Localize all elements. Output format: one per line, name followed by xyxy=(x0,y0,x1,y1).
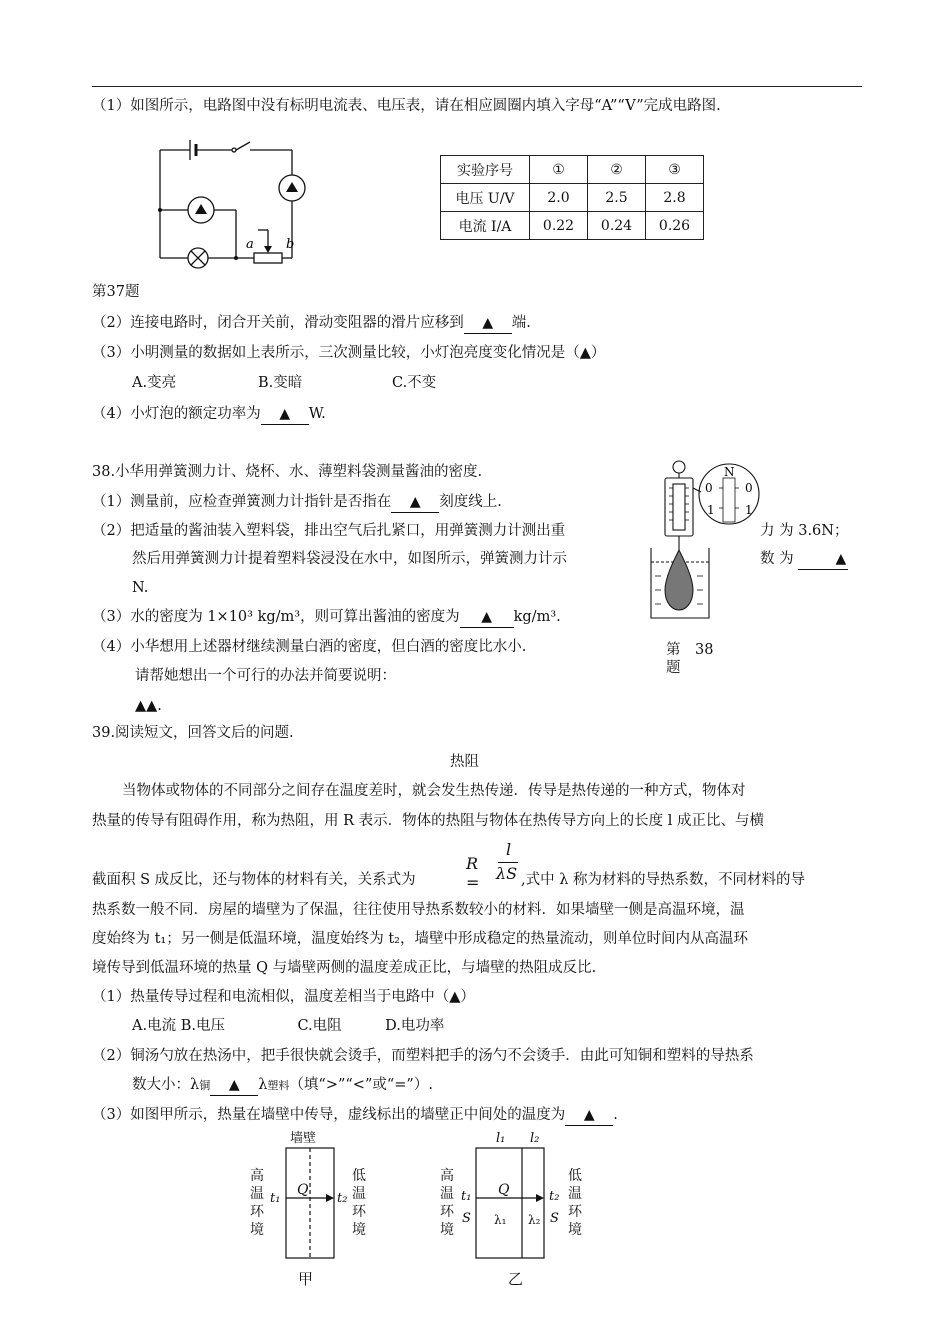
q37-item2 xyxy=(92,313,531,334)
table-header-row xyxy=(441,156,704,184)
yi-caption: 乙 xyxy=(508,1270,524,1288)
answer-blank[interactable] xyxy=(464,313,512,334)
q39-title: 热阻 xyxy=(450,754,479,770)
jia-left-2: 温 xyxy=(250,1186,264,1202)
q39-item2-b-tail: （填“>”“<”或“=”）. xyxy=(289,1077,433,1093)
q38-item2-a: （2）把适量的酱油装入塑料袋，排出空气后扎紧口，用弹簧测力计测出重 xyxy=(92,523,566,539)
q38-item1 xyxy=(92,492,502,513)
formula-lhs: R = xyxy=(466,854,480,892)
yi-s-left: S xyxy=(462,1211,471,1226)
q37-item2-text: （2）连接电路时，闭合开关前，滑动变阻器的滑片应移到 xyxy=(92,315,464,331)
q39-para-5: 度始终为 t₁；另一侧是低温环境，温度始终为 t₂，墙壁中形成稳定的热量流动，则单位时间内从高温环 xyxy=(92,931,748,947)
q37-item3-option-a[interactable]: A.变亮 xyxy=(132,375,177,391)
top-rule xyxy=(92,86,862,87)
q38-item1-text: （1）测量前，应检查弹簧测力计指针是否指在 xyxy=(92,494,392,510)
answer-blank[interactable] xyxy=(391,492,439,513)
answer-blank[interactable] xyxy=(460,607,514,628)
jia-right-3: 环 xyxy=(352,1204,366,1220)
gauge-label-one-right: 1 xyxy=(745,503,753,517)
yi-right-4: 境 xyxy=(568,1222,582,1238)
table-cell: 2.0 xyxy=(530,184,588,212)
q39-item1: （1）热量传导过程和电流相似，温度差相当于电路中（▲） xyxy=(92,989,475,1005)
yi-l2: l₂ xyxy=(530,1131,540,1146)
yi-left-2: 温 xyxy=(440,1186,454,1202)
q39-para-1: 当物体或物体的不同部分之间存在温度差时，就会发生热传递．传导是热传递的一种方式，物体对 xyxy=(122,783,746,799)
wall-figure-jia xyxy=(240,1128,380,1288)
q38-stem: 38.小华用弹簧测力计、烧杯、水、薄塑料袋测量酱油的密度. xyxy=(92,464,483,480)
table-cell: 2.8 xyxy=(646,184,704,212)
blank-mark: ▲ xyxy=(279,406,291,422)
q39-para-6: 境传导到低温环境的热量 Q 与墙壁两侧的温度差成正比，与墙壁的热阻成反比. xyxy=(92,960,597,976)
table-cell: ② xyxy=(588,156,646,184)
q38-item2-b-tail-text: 数 为 xyxy=(760,551,794,567)
answer-blank[interactable] xyxy=(210,1075,258,1096)
q37-item4 xyxy=(92,404,326,425)
blank-mark: ▲ xyxy=(482,315,494,331)
blank-mark: ▲ xyxy=(409,494,421,510)
q37-item3: （3）小明测量的数据如上表所示，三次测量比较，小灯泡亮度变化情况是（▲） xyxy=(92,345,606,361)
table-cell: 0.22 xyxy=(530,212,588,240)
jia-left-1: 高 xyxy=(250,1168,264,1184)
answer-blank[interactable] xyxy=(798,549,848,570)
formula-denominator: λS xyxy=(496,864,518,883)
yi-left-4: 境 xyxy=(440,1222,454,1238)
q39-para-3-pre: 截面积 S 成反比，还与物体的材料有关，关系式为 xyxy=(92,872,416,888)
table-cell: 0.26 xyxy=(646,212,704,240)
yi-lambda2: λ₂ xyxy=(528,1213,541,1227)
jia-wall-label: 墙壁 xyxy=(290,1131,317,1146)
q38-figure-label-a: 第 38 xyxy=(666,642,714,658)
q39-item3-text: （3）如图甲所示，热量在墙壁中传导，虚线标出的墙壁正中间处的温度为 xyxy=(92,1107,566,1123)
q37-item4-text: （4）小灯泡的额定功率为 xyxy=(92,406,261,422)
q37-item2-tail: 端. xyxy=(511,315,531,331)
label-b: b xyxy=(286,237,295,252)
q38-item4-b: 请帮她想出一个可行的办法并简要说明： xyxy=(135,668,396,684)
lambda-copper-sub: 铜 xyxy=(199,1079,211,1092)
q38-item1-tail: 刻度线上. xyxy=(439,494,502,510)
table-row xyxy=(441,184,704,212)
gauge-label-zero-right: 0 xyxy=(745,481,753,495)
gauge-label-one-left: 1 xyxy=(707,503,715,517)
q39-item3-tail: . xyxy=(613,1107,618,1123)
q38-item4-a: （4）小华想用上述器材继续测量白酒的密度，但白酒的密度比水小. xyxy=(92,639,527,655)
q38-item2-b-tail xyxy=(760,549,848,570)
q39-item1-options[interactable]: A.电流 B.电压 C.电阻 D.电功率 xyxy=(132,1018,445,1034)
blank-mark: ▲ xyxy=(481,609,492,625)
table-cell: 电压 U/V xyxy=(441,184,530,212)
blank-mark: ▲ xyxy=(228,1077,240,1093)
yi-right-1: 低 xyxy=(568,1168,582,1184)
lambda-plastic: λ xyxy=(258,1077,268,1093)
q38-item3-text: （3）水的密度为 1×10³ kg/m³，则可算出酱油的密度为 xyxy=(92,609,460,625)
yi-left-1: 高 xyxy=(440,1168,454,1184)
yi-right-3: 环 xyxy=(568,1204,582,1220)
blank-mark: ▲ xyxy=(583,1107,595,1123)
q38-item2-b: 然后用弹簧测力计提着塑料袋浸没在水中，如图所示，弹簧测力计示 xyxy=(132,551,567,567)
q38-figure-label-b: 题 xyxy=(666,660,681,676)
q39-item3 xyxy=(92,1105,618,1126)
table-cell: 2.5 xyxy=(588,184,646,212)
q37-item3-option-c[interactable]: C.不变 xyxy=(392,375,437,391)
jia-t1: t₁ xyxy=(270,1191,281,1206)
table-row xyxy=(441,212,704,240)
yi-t1: t₁ xyxy=(461,1189,472,1204)
q39-item2-a: （2）铜汤勺放在热汤中，把手很快就会烫手，而塑料把手的汤勺不会烫手．由此可知铜和塑料的导热系 xyxy=(92,1048,754,1064)
jia-left-3: 环 xyxy=(250,1204,264,1220)
gauge-label-n: N xyxy=(724,465,735,479)
q37-item3-option-b[interactable]: B.变暗 xyxy=(258,375,303,391)
yi-right-2: 温 xyxy=(568,1186,582,1202)
jia-caption: 甲 xyxy=(298,1270,314,1288)
yi-l1: l₁ xyxy=(496,1131,506,1146)
jia-right-1: 低 xyxy=(352,1168,366,1184)
gauge-label-zero-left: 0 xyxy=(705,481,713,495)
lambda-plastic-sub: 塑料 xyxy=(267,1079,290,1092)
table-cell: ③ xyxy=(646,156,704,184)
q39-para-3-post: ,式中 λ 称为材料的导热系数，不同材料的导 xyxy=(521,872,806,888)
jia-t2: t₂ xyxy=(337,1191,348,1206)
yi-left-3: 环 xyxy=(440,1204,454,1220)
table-cell: 实验序号 xyxy=(441,156,530,184)
spring-scale-figure xyxy=(645,458,765,638)
jia-left-4: 境 xyxy=(250,1222,264,1238)
answer-blank[interactable] xyxy=(565,1105,613,1126)
label-a: a xyxy=(246,237,254,252)
table-cell: ① xyxy=(530,156,588,184)
blank-mark: ▲ xyxy=(835,551,847,567)
q38-item2-c: N. xyxy=(132,580,149,596)
yi-s-right: S xyxy=(550,1211,559,1226)
answer-blank[interactable] xyxy=(261,404,309,425)
circuit-diagram xyxy=(150,130,310,270)
table-cell: 电流 I/A xyxy=(441,212,530,240)
lambda-copper: 数大小：λ xyxy=(132,1077,200,1093)
yi-t2: t₂ xyxy=(549,1189,560,1204)
wall-figure-yi xyxy=(436,1128,596,1288)
q37-item4-tail: W. xyxy=(308,406,326,422)
q38-item2-a-tail: 力 为 3.6N； xyxy=(760,523,849,539)
formula-fraction-bar xyxy=(498,862,518,863)
jia-q: Q xyxy=(297,1182,309,1198)
table-cell: 0.24 xyxy=(588,212,646,240)
q39-item2-b xyxy=(132,1075,433,1096)
q39-para-4: 热系数一般不同．房屋的墙壁为了保温，往往使用导热系数较小的材料．如果墙壁一侧是高温环境，温 xyxy=(92,902,745,918)
jia-right-4: 境 xyxy=(352,1222,366,1238)
formula-numerator: l xyxy=(506,840,512,859)
yi-q: Q xyxy=(498,1182,510,1198)
yi-lambda1: λ₁ xyxy=(494,1213,507,1227)
q39-stem: 39.阅读短文，回答文后的问题. xyxy=(92,725,294,741)
q38-item3-tail: kg/m³. xyxy=(513,609,561,625)
q38-item4-c: ▲▲. xyxy=(135,698,162,714)
q37-figure-label: 第37题 xyxy=(92,284,140,300)
jia-right-2: 温 xyxy=(352,1186,366,1202)
q37-data-table xyxy=(440,155,704,240)
q37-item1: （1）如图所示，电路图中没有标明电流表、电压表，请在相应圆圈内填入字母“A”“V”完成电路图. xyxy=(92,98,721,114)
q39-para-2: 热量的传导有阻碍作用，称为热阻，用 R 表示．物体的热阻与物体在热传导方向上的长度 l 成正比、与横 xyxy=(92,813,764,829)
q38-item3 xyxy=(92,607,561,628)
